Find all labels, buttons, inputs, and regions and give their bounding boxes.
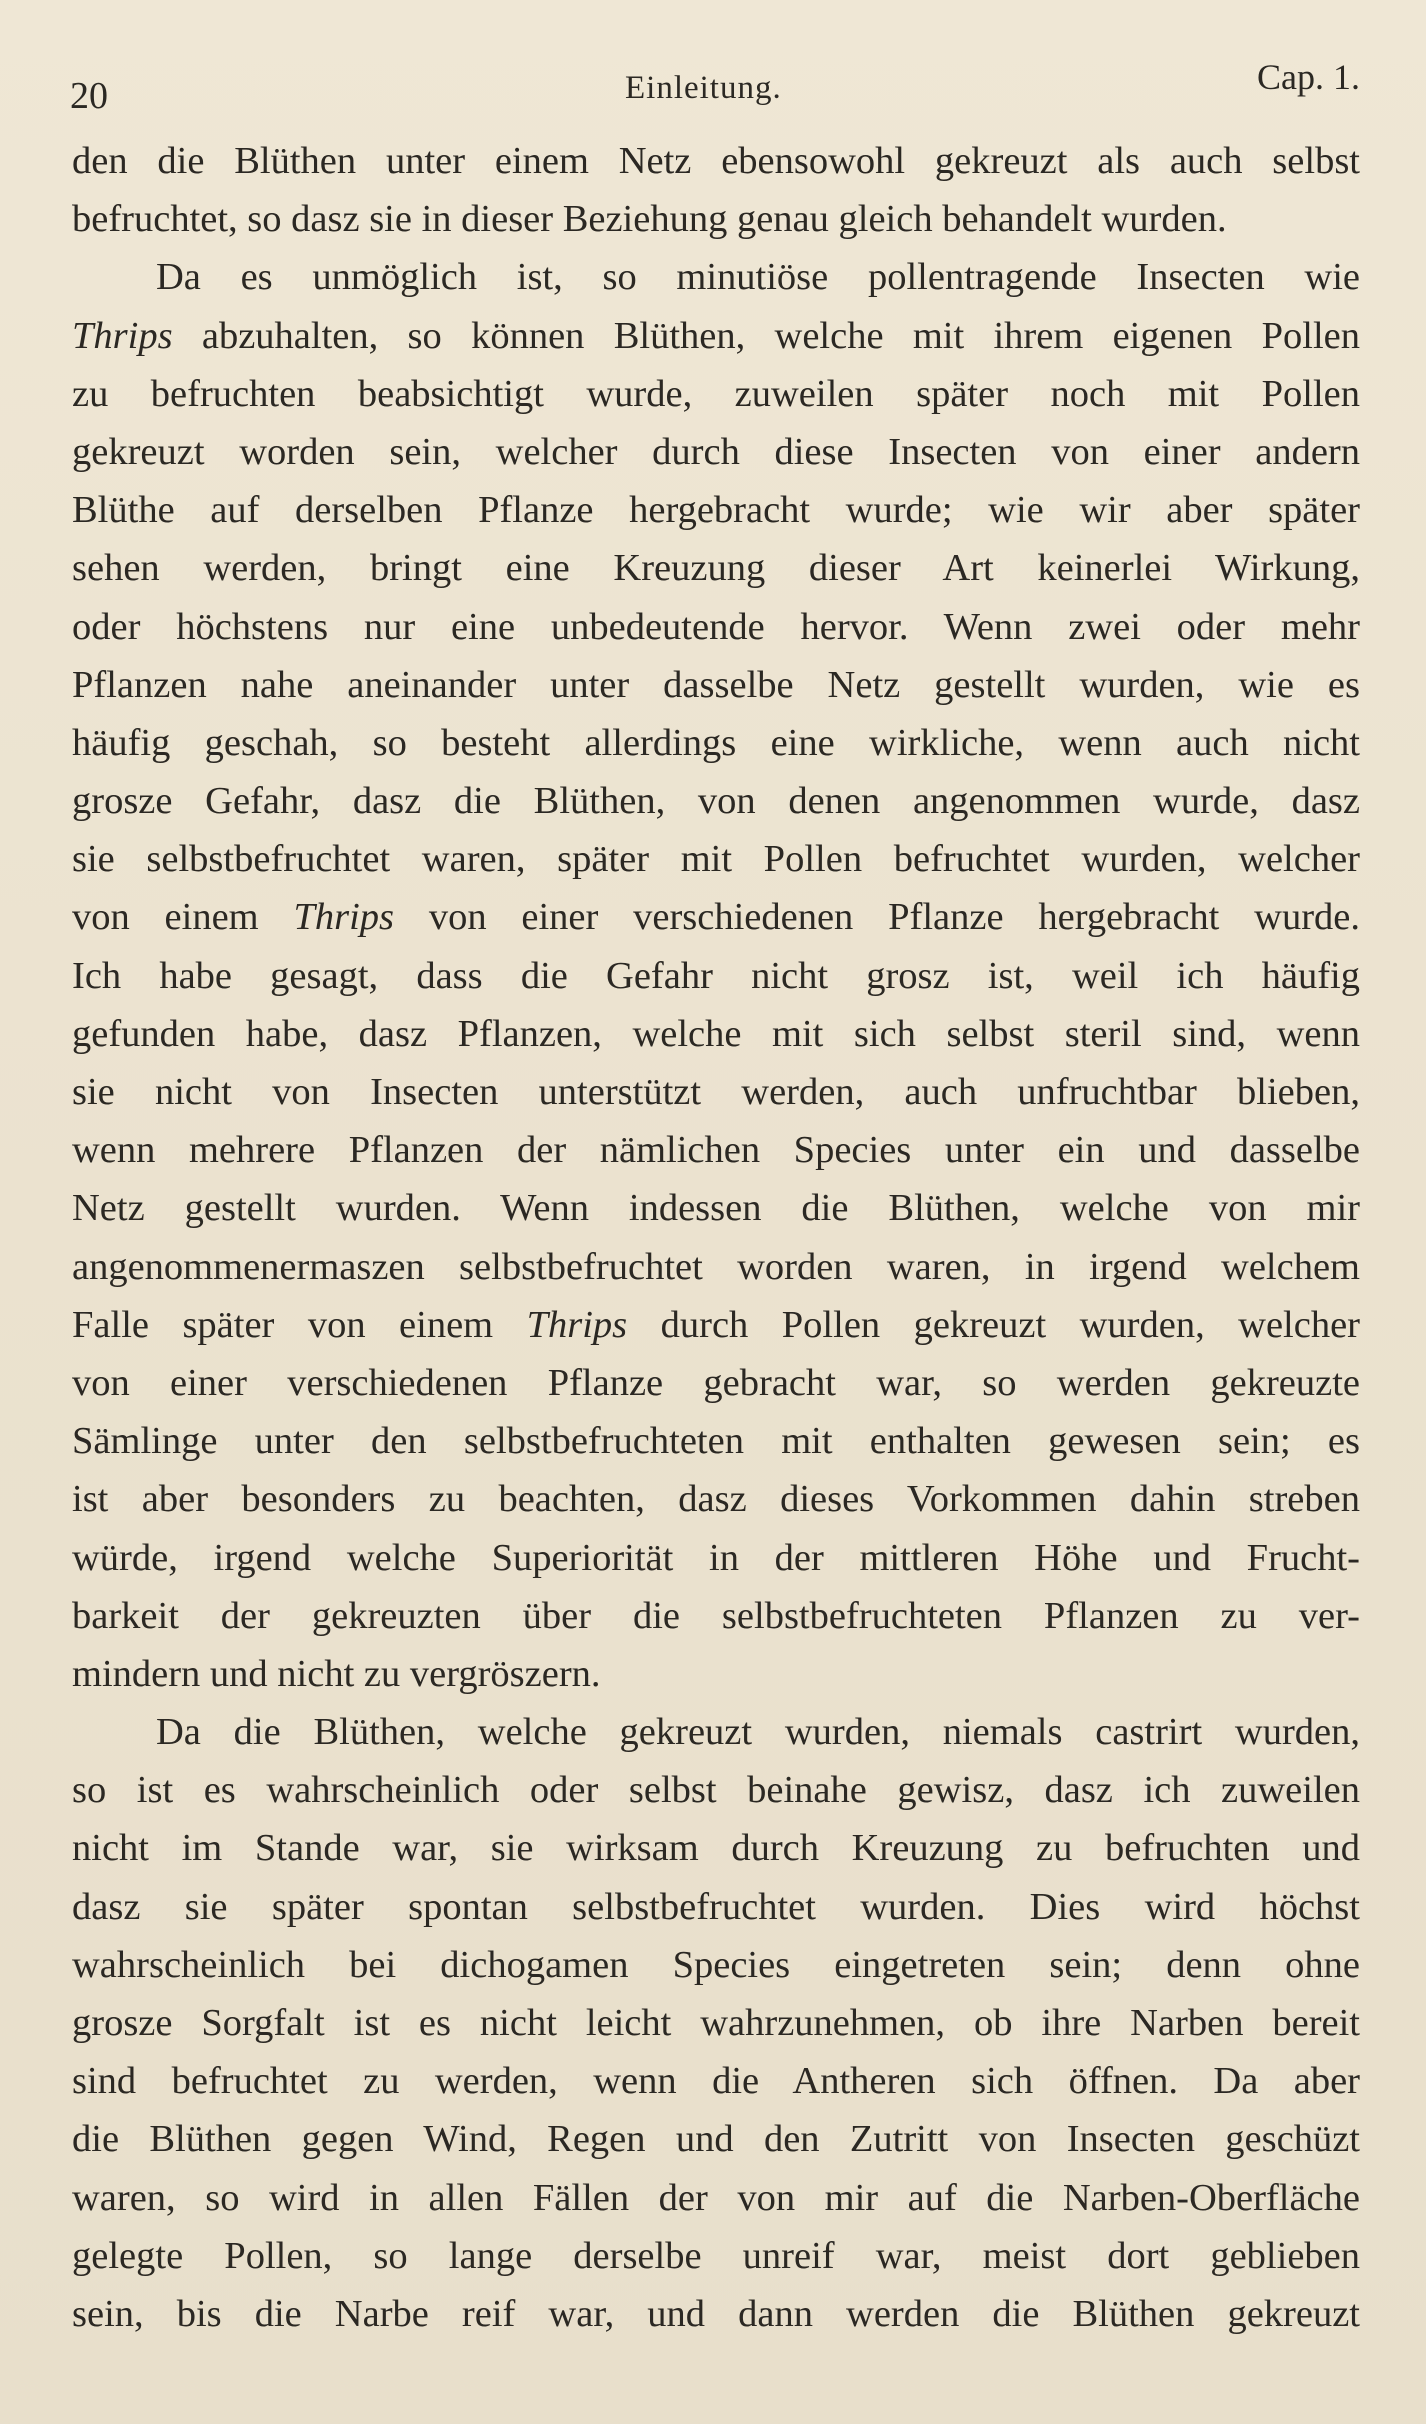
italic-genus-name: Thrips bbox=[293, 896, 395, 939]
text-line: wenn mehrere Pflanzen der nämlichen Species unter ein und dasselbe bbox=[72, 1129, 1360, 1172]
text-line: oder höchstens nur eine unbedeutende hervor. Wenn zwei oder mehr bbox=[72, 605, 1360, 648]
text-line: würde, irgend welche Superiorität in der mittleren Höhe und Frucht- bbox=[72, 1536, 1360, 1579]
text-line: barkeit der gekreuzten über die selbstbefruchteten Pflanzen zu ver- bbox=[72, 1594, 1360, 1637]
body-text bbox=[72, 132, 1360, 2343]
text-line: Pflanzen nahe aneinander unter dasselbe Netz gestellt wurden, wie es bbox=[72, 663, 1360, 706]
text-line: Netz gestellt wurden. Wenn indessen die Blüthen, welche von mir bbox=[72, 1187, 1360, 1230]
text-segment: von einem bbox=[72, 896, 294, 939]
text-line: angenommenermaszen selbstbefruchtet worden waren, in irgend welchem bbox=[72, 1245, 1360, 1288]
page-number: 20 bbox=[70, 75, 108, 117]
text-line: häufig geschah, so besteht allerdings eine wirkliche, wenn auch nicht bbox=[72, 721, 1360, 764]
page-header bbox=[70, 57, 1360, 122]
running-title: Einleitung. bbox=[625, 70, 782, 106]
text-line: sein, bis die Narbe reif war, und dann werden die Blüthen gekreuzt bbox=[72, 2292, 1360, 2335]
text-line: sehen werden, bringt eine Kreuzung dieser Art keinerlei Wirkung, bbox=[72, 547, 1360, 590]
text-line: sind befruchtet zu werden, wenn die Antheren sich öffnen. Da aber bbox=[72, 2060, 1360, 2103]
text-line: Da die Blüthen, welche gekreuzt wurden, niemals castrirt wurden, bbox=[156, 1711, 1360, 1754]
text-line bbox=[72, 307, 1360, 365]
text-line: den die Blüthen unter einem Netz ebensowohl gekreuzt als auch selbst bbox=[72, 140, 1360, 182]
text-line: von einer verschiedenen Pflanze gebracht war, so werden gekreuzte bbox=[72, 1361, 1360, 1404]
text-line: zu befruchten beabsichtigt wurde, zuweilen später noch mit Pollen bbox=[72, 372, 1360, 415]
text-line: grosze Sorgfalt ist es nicht leicht wahrzunehmen, ob ihre Narben bereit bbox=[72, 2002, 1360, 2044]
text-segment: abzuhalten, so können Blüthen, welche mit ihrem eigenen Pollen bbox=[172, 314, 1360, 357]
text-segment: von einer verschiedenen Pflanze hergebracht wurde. bbox=[394, 896, 1360, 939]
text-line: nicht im Stande war, sie wirksam durch Kreuzung zu befruchten und bbox=[72, 1827, 1360, 1870]
text-line: sie selbstbefruchtet waren, später mit Pollen befruchtet wurden, welcher bbox=[72, 838, 1360, 881]
text-line: gefunden habe, dasz Pflanzen, welche mit sich selbst steril sind, wenn bbox=[72, 1012, 1360, 1055]
text-line: Da es unmöglich ist, so minutiöse pollentragende Insecten wie bbox=[156, 256, 1360, 299]
text-line: ist aber besonders zu beachten, dasz dieses Vorkommen dahin streben bbox=[72, 1478, 1360, 1521]
text-line bbox=[72, 888, 1360, 946]
text-line: wahrscheinlich bei dichogamen Species eingetreten sein; denn ohne bbox=[72, 1943, 1360, 1986]
italic-genus-name: Thrips bbox=[72, 314, 173, 357]
text-line: grosze Gefahr, dasz die Blüthen, von denen angenommen wurde, dasz bbox=[72, 780, 1360, 823]
text-line: gekreuzt worden sein, welcher durch diese Insecten von einer andern bbox=[72, 430, 1360, 473]
text-line: Sämlinge unter den selbstbefruchteten mit enthalten gewesen sein; es bbox=[72, 1420, 1360, 1463]
italic-genus-name: Thrips bbox=[526, 1303, 628, 1346]
text-line: sie nicht von Insecten unterstützt werden, auch unfruchtbar blieben, bbox=[72, 1071, 1360, 1113]
text-line bbox=[72, 1296, 1360, 1354]
text-line: waren, so wird in allen Fällen der von mir auf die Narben-Oberfläche bbox=[72, 2176, 1360, 2219]
text-line: die Blüthen gegen Wind, Regen und den Zutritt von Insecten geschüzt bbox=[72, 2118, 1360, 2161]
text-line: befruchtet, so dasz sie in dieser Beziehung genau gleich behandelt wurden. bbox=[72, 198, 1227, 241]
text-line: so ist es wahrscheinlich oder selbst beinahe gewisz, dasz ich zuweilen bbox=[72, 1769, 1360, 1812]
text-line: Blüthe auf derselben Pflanze hergebracht wurde; wie wir aber später bbox=[72, 489, 1360, 532]
text-segment: durch Pollen gekreuzt wurden, welcher bbox=[627, 1303, 1360, 1346]
text-line: Ich habe gesagt, dass die Gefahr nicht grosz ist, weil ich häufig bbox=[72, 954, 1360, 997]
chapter-label: Cap. 1. bbox=[1257, 57, 1360, 97]
text-line: dasz sie später spontan selbstbefruchtet wurden. Dies wird höchst bbox=[72, 1885, 1360, 1928]
text-line: gelegte Pollen, so lange derselbe unreif war, meist dort geblieben bbox=[72, 2234, 1360, 2277]
text-line: mindern und nicht zu vergröszern. bbox=[72, 1652, 601, 1695]
text-segment: Falle später von einem bbox=[72, 1303, 527, 1346]
